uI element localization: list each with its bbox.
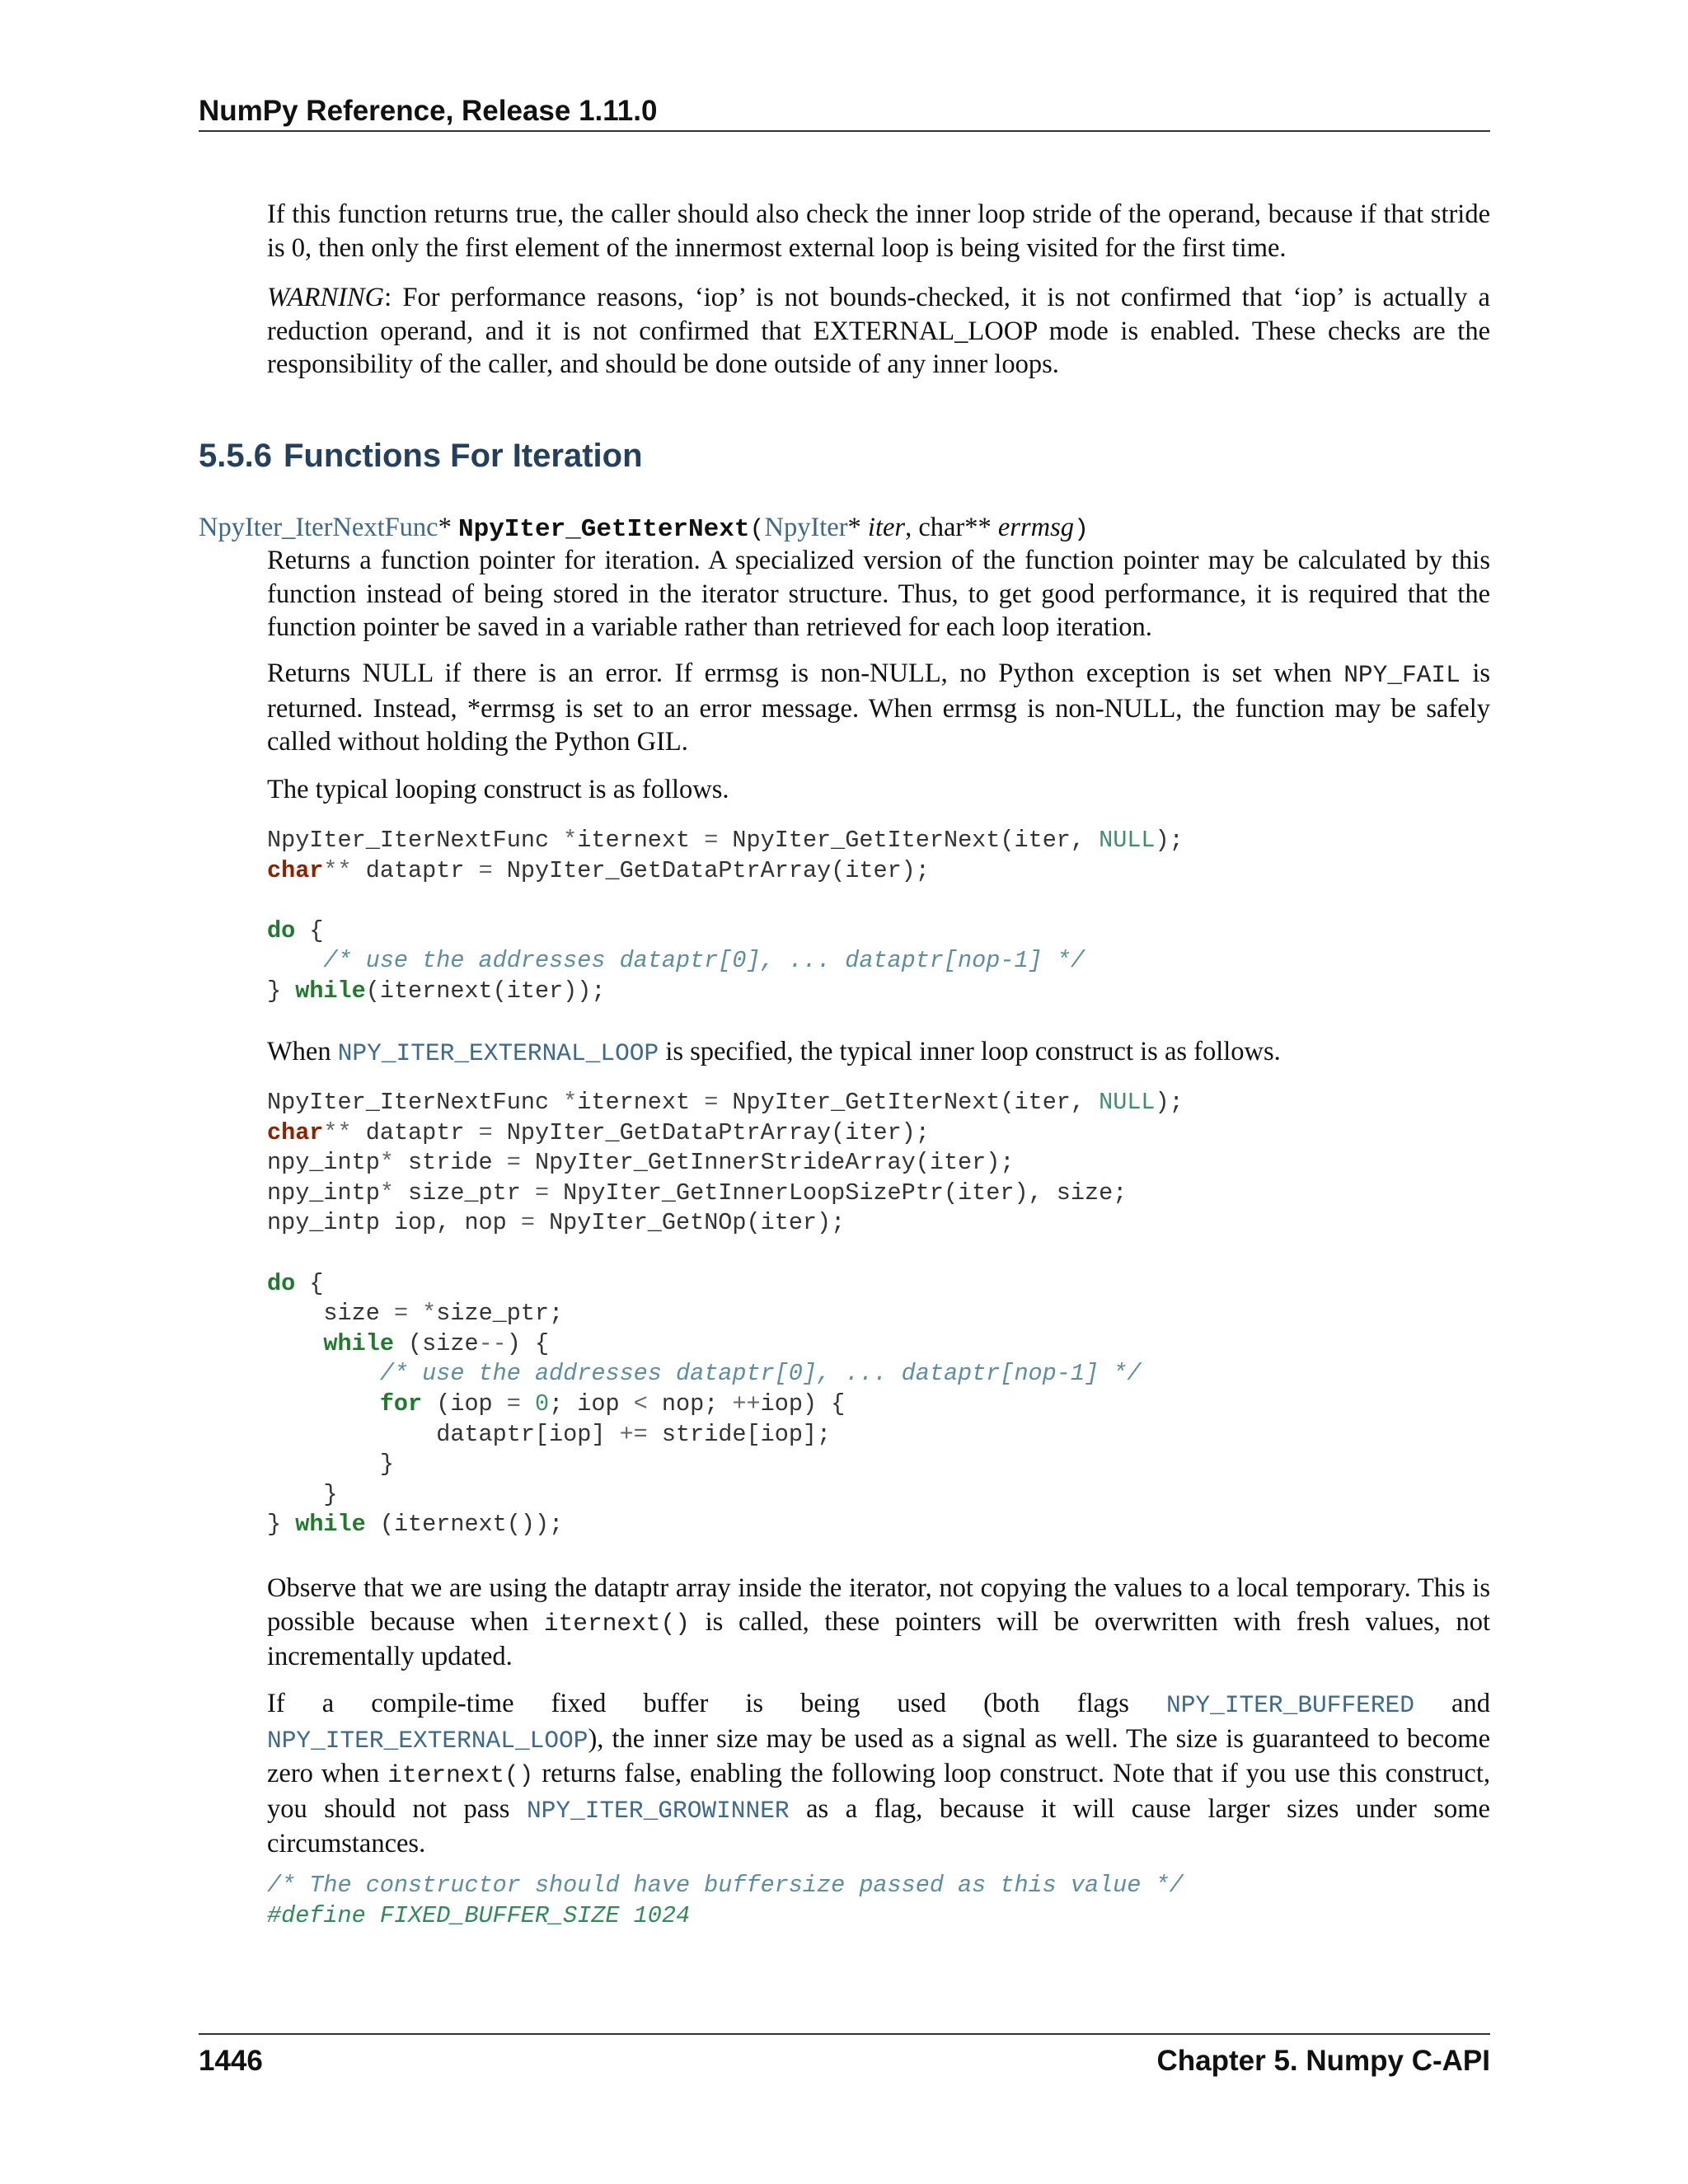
code-token: iop) { xyxy=(760,1390,846,1418)
warning-label: WARNING xyxy=(267,283,385,312)
code-token xyxy=(267,1330,323,1357)
npy-fail-code: NPY_FAIL xyxy=(1343,661,1461,689)
code-block-fixed-buffer xyxy=(267,1871,1184,1931)
warning-text: : For performance reasons, ‘iop’ is not bounds-checked, it is not confirmed that ‘iop’ is actually a reduction operand, and it is not confirmed that EXTERNAL_LOOP mode is enabled. These checks are the responsibility of the caller, and should be done outside of any inner loops. xyxy=(267,283,1490,379)
page-footer xyxy=(199,2033,1490,2086)
code-token: = xyxy=(506,1149,521,1177)
code-token: dataptr xyxy=(351,856,479,884)
dataptr-paragraph xyxy=(267,1572,1490,1674)
code-token: ++ xyxy=(732,1390,761,1418)
code-token: NpyIter_GetInnerStrideArray(iter); xyxy=(520,1149,1015,1177)
code-token: * xyxy=(379,1179,394,1207)
code-token: } xyxy=(267,1451,394,1479)
code-line xyxy=(267,1330,549,1357)
code-token: NpyIter_GetIterNext(iter, xyxy=(718,1089,1100,1116)
close-paren: ) xyxy=(1073,516,1089,544)
code-line xyxy=(267,1511,563,1538)
code-token: while xyxy=(295,977,366,1005)
code-token: { xyxy=(295,916,324,944)
code-token: = xyxy=(506,1390,521,1418)
code-token: /* The constructor should have buffersize passed as this value */ xyxy=(267,1872,1184,1899)
code-line xyxy=(267,1119,930,1146)
code-token: = xyxy=(534,1179,550,1207)
code-token: NpyIter_GetIterNext(iter, xyxy=(718,827,1100,854)
code-token: /* use the addresses dataptr[0], ... dataptr[nop-1] */ xyxy=(379,1360,1142,1388)
code-line xyxy=(267,1300,563,1327)
code-token: = xyxy=(704,827,719,854)
code-token: NpyIter_IterNextFunc xyxy=(267,1089,564,1116)
code-token: NULL xyxy=(1099,1089,1156,1116)
open-paren: ( xyxy=(749,516,765,544)
code-token: iternext xyxy=(577,1089,705,1116)
code-token: } xyxy=(267,1480,338,1508)
buffered-flag-link[interactable]: NPY_ITER_BUFFERED xyxy=(1166,1691,1414,1719)
code-line xyxy=(267,1089,1184,1116)
function-signature xyxy=(199,511,1490,546)
code-line xyxy=(267,1149,1014,1176)
code-token: ); xyxy=(1155,1089,1184,1116)
fixed-buffer-text-b: and xyxy=(1414,1689,1490,1718)
code-token: = xyxy=(704,1089,719,1116)
section-number: 5.5.6 xyxy=(199,438,272,474)
code-token: NpyIter_IterNextFunc xyxy=(267,827,564,854)
iternext-code: iternext() xyxy=(543,1609,690,1638)
intro-paragraph-warning xyxy=(267,281,1490,382)
code-token: = xyxy=(478,1118,493,1146)
code-token: npy_intp xyxy=(267,1149,380,1177)
description-paragraph: Returns a function pointer for iteration. A specialized version of the function pointer may be calculated by this function instead of being stored in the iterator structure. Thus, to get good performance, it is required that the function pointer be saved in a variable rather than retrieved for each loop iteration. xyxy=(267,546,1490,642)
intro-paragraph-stride: If this function returns true, the caller should also check the inner loop stride of the operand, because if that stride is 0, then only the first element of the innermost external loop is being visited for the first time. xyxy=(267,199,1490,263)
dataptr-text-b: is called, these pointers will be overwritten with fresh values, not incrementally updated. xyxy=(267,1606,1490,1671)
external-loop-text-b: is specified, the typical inner loop construct is as follows. xyxy=(659,1037,1281,1066)
section-heading xyxy=(199,434,643,478)
fixed-buffer-paragraph xyxy=(267,1687,1490,1861)
code-token: (size xyxy=(393,1329,479,1357)
code-token: * xyxy=(563,827,578,854)
code-token: do xyxy=(267,916,296,944)
code-token: NpyIter_GetDataPtrArray(iter); xyxy=(492,856,930,884)
code-line xyxy=(267,1451,394,1478)
code-line xyxy=(267,977,605,1005)
code-token: ** xyxy=(323,856,352,884)
code-token: < xyxy=(633,1390,648,1418)
code-token: } xyxy=(267,977,296,1005)
external-loop-paragraph xyxy=(267,1035,1490,1071)
code-token: npy_intp xyxy=(267,1179,380,1207)
iternext-code-2: iternext() xyxy=(387,1761,534,1789)
fixed-buffer-text-c: ), the inner size may be used as a signal as well. The size is guaranteed to become zero when xyxy=(267,1723,1490,1788)
arg-type-link[interactable]: NpyIter xyxy=(764,513,848,542)
code-token: char xyxy=(267,1118,324,1146)
code-token: } xyxy=(267,1511,296,1539)
code-token: ); xyxy=(1155,827,1184,854)
code-token: ) { xyxy=(506,1329,550,1357)
function-name: NpyIter_GetIterNext xyxy=(457,515,750,544)
code-line xyxy=(267,1481,338,1508)
code-line xyxy=(267,1209,845,1236)
code-token: = xyxy=(520,1209,535,1237)
fixed-buffer-text-d: returns false, enabling the following loop construct. Note that if you use this construct, you should not pass xyxy=(267,1759,1490,1824)
page-number: 1446 xyxy=(199,2045,263,2077)
code-token: += xyxy=(619,1420,648,1448)
code-token: NpyIter_GetDataPtrArray(iter); xyxy=(492,1118,930,1146)
null-return-text-b: is returned. Instead, *errmsg is set to an error message. When errmsg is non-NULL, the function may be safely called without holding the Python GIL. xyxy=(267,658,1490,757)
code-token: while xyxy=(295,1511,366,1539)
code-token: size_ptr; xyxy=(436,1300,564,1328)
code-token: stride xyxy=(393,1149,507,1177)
arg-separator: , char** xyxy=(905,513,998,542)
null-return-text-a: Returns NULL if there is an error. If errmsg is non-NULL, no Python exception is set when xyxy=(267,658,1344,688)
arg-name-iter: iter xyxy=(867,513,906,542)
fixed-buffer-text-a: If a compile-time fixed buffer is being used (both flags xyxy=(267,1689,1167,1718)
code-token xyxy=(267,947,323,974)
code-token: (iternext(iter)); xyxy=(365,977,606,1005)
fixed-buffer-text-e: as a flag, because it will cause larger sizes under some circumstances. xyxy=(267,1793,1490,1858)
code-token: = xyxy=(393,1300,409,1328)
code-line xyxy=(267,857,930,884)
code-token: while xyxy=(323,1329,394,1357)
code-token: stride[iop]; xyxy=(647,1420,832,1448)
arg-type-star: * xyxy=(847,513,861,542)
looping-intro-paragraph: The typical looping construct is as follows. xyxy=(267,775,729,804)
return-type-star: * xyxy=(438,513,452,542)
growinner-flag-link[interactable]: NPY_ITER_GROWINNER xyxy=(526,1796,790,1825)
code-token: = xyxy=(478,856,493,884)
code-token: (iternext()); xyxy=(365,1511,564,1539)
code-token xyxy=(408,1300,422,1327)
code-token xyxy=(267,1360,380,1387)
code-token xyxy=(521,1390,535,1418)
dataptr-text-a: Observe that we are using the dataptr array inside the iterator, not copying the values to a local temporary. This is possible because when xyxy=(267,1573,1490,1637)
code-token: (iop xyxy=(422,1390,507,1418)
code-token: iternext xyxy=(577,827,705,854)
code-block-inner-loop xyxy=(267,1088,1184,1540)
code-token: 0 xyxy=(534,1390,550,1418)
code-token: NpyIter_GetInnerLoopSizePtr(iter), size; xyxy=(549,1179,1128,1207)
null-return-paragraph xyxy=(267,657,1490,759)
code-token: nop; xyxy=(647,1390,733,1418)
code-token: NpyIter_GetNOp(iter); xyxy=(534,1209,846,1237)
code-token: npy_intp iop, nop xyxy=(267,1209,521,1237)
code-line xyxy=(267,947,1085,974)
code-token: dataptr xyxy=(351,1118,479,1146)
code-line xyxy=(267,1421,831,1448)
code-token: { xyxy=(295,1269,324,1297)
code-token: size xyxy=(267,1300,394,1328)
code-token: char xyxy=(267,856,324,884)
code-line xyxy=(267,827,1184,854)
external-loop-flag-link[interactable]: NPY_ITER_EXTERNAL_LOOP xyxy=(267,1726,588,1755)
code-token: * xyxy=(422,1300,437,1328)
code-token: ; iop xyxy=(549,1390,634,1418)
code-line xyxy=(267,1179,1127,1207)
code-token: * xyxy=(379,1149,394,1177)
code-line xyxy=(267,1390,845,1418)
code-line xyxy=(267,1270,323,1297)
code-token: size_ptr xyxy=(393,1179,535,1207)
code-token: do xyxy=(267,1269,296,1297)
external-loop-link[interactable]: NPY_ITER_EXTERNAL_LOOP xyxy=(337,1039,659,1067)
return-type-link[interactable]: NpyIter_IterNextFunc xyxy=(199,513,438,542)
code-token: ** xyxy=(323,1118,352,1146)
arg-name-errmsg: errmsg xyxy=(997,513,1074,542)
running-header: NumPy Reference, Release 1.11.0 xyxy=(199,92,1490,132)
code-token: #define FIXED_BUFFER_SIZE 1024 xyxy=(267,1901,691,1929)
code-token: dataptr[iop] xyxy=(267,1420,620,1448)
code-token: /* use the addresses dataptr[0], ... dataptr[nop-1] */ xyxy=(323,947,1085,975)
chapter-title: Chapter 5. Numpy C-API xyxy=(1156,2045,1490,2077)
code-token: -- xyxy=(478,1329,507,1357)
code-block-basic-loop xyxy=(267,826,1184,1007)
code-line xyxy=(267,1872,1184,1899)
code-token: NULL xyxy=(1099,827,1156,854)
code-line xyxy=(267,1902,690,1929)
code-line xyxy=(267,1360,1141,1387)
code-token xyxy=(267,1390,380,1418)
code-token: for xyxy=(379,1390,423,1418)
external-loop-text-a: When xyxy=(267,1037,338,1066)
code-token: * xyxy=(563,1089,578,1116)
section-title: Functions For Iteration xyxy=(283,438,643,474)
code-line xyxy=(267,917,323,944)
